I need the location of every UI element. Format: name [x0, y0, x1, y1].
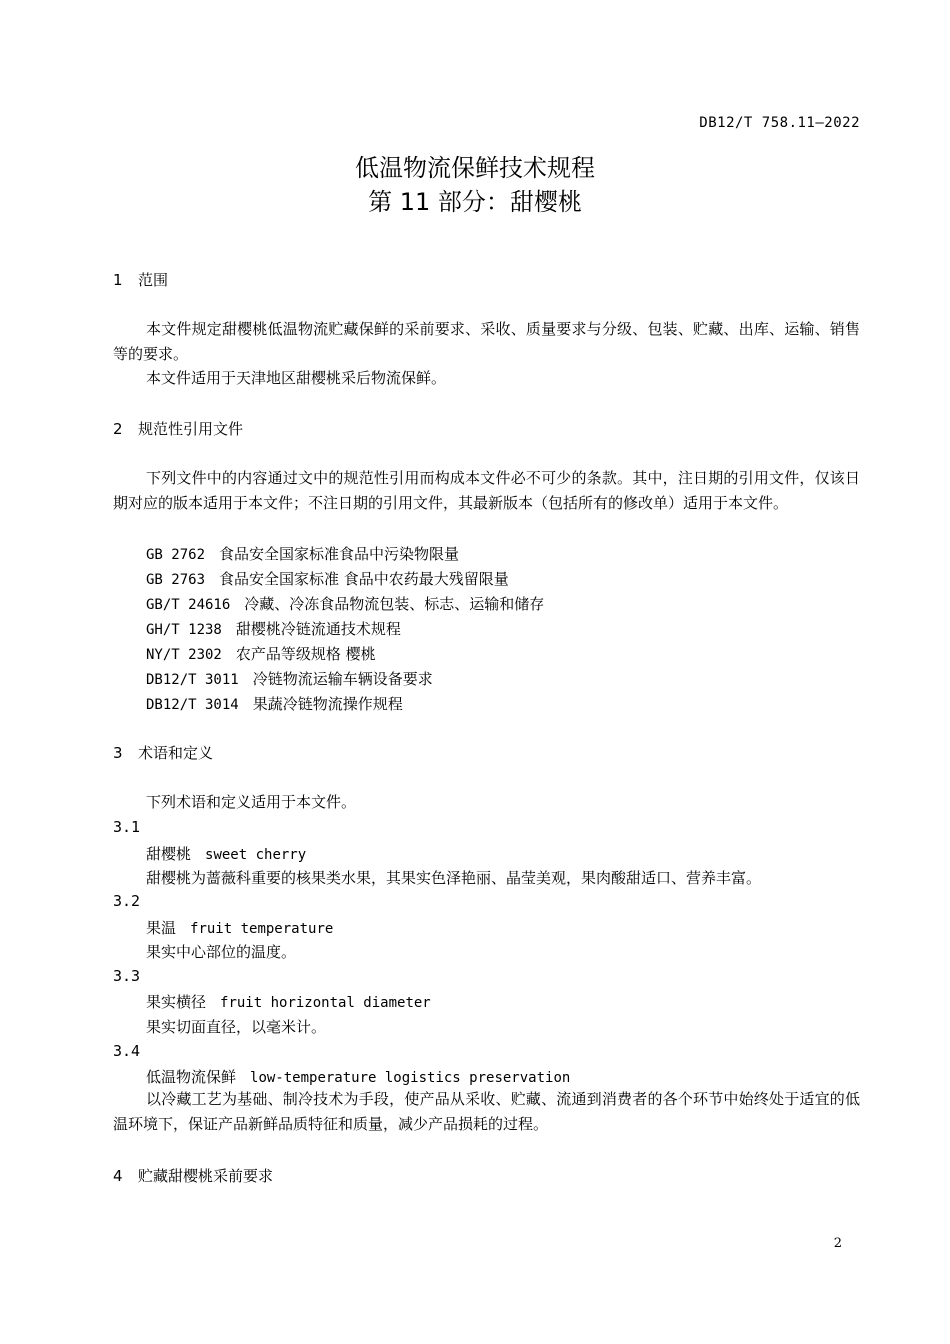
reference-title: 甜樱桃冷链流通技术规程	[235, 620, 401, 638]
section-number: 1	[113, 271, 123, 289]
reference-code: GH/T 1238	[146, 622, 222, 638]
document-subtitle: 第 11 部分：甜樱桃	[368, 188, 582, 216]
section-number: 3	[113, 744, 123, 762]
section-title: 规范性引用文件	[138, 420, 244, 438]
reference-title: 食品安全国家标准食品中污染物限量	[219, 545, 460, 563]
term-definition: 以冷藏工艺为基础、制冷技术为手段，使产品从采收、贮藏、流通到消费者的各个环节中始终处于适宜的低温环境下，保证产品新鲜品质特征和质量，减少产品损耗的过程。	[113, 1090, 860, 1133]
paragraph: 本文件适用于天津地区甜樱桃采后物流保鲜。	[146, 369, 447, 387]
section-heading-scope	[113, 269, 168, 290]
section-number: 2	[113, 420, 123, 438]
reference-code: NY/T 2302	[146, 647, 222, 663]
paragraph: 下列文件中的内容通过文中的规范性引用而构成本文件必不可少的条款。其中，注日期的引用文件，仅该日期对应的版本适用于本文件；不注日期的引用文件，其最新版本（包括所有的修改单）适用于本文件。	[113, 469, 860, 512]
reference-item	[146, 693, 403, 714]
reference-item	[146, 668, 433, 689]
document-title: 低温物流保鲜技术规程	[355, 154, 595, 182]
section-title: 术语和定义	[138, 744, 214, 762]
reference-title: 食品安全国家标准 食品中农药最大残留限量	[219, 570, 509, 588]
term-en: sweet cherry	[205, 847, 307, 863]
reference-item	[146, 618, 401, 639]
term-en: fruit horizontal diameter	[220, 995, 431, 1011]
reference-code: DB12/T 3011	[146, 672, 239, 688]
term-en: fruit temperature	[190, 921, 334, 937]
term-number: 3.4	[113, 1042, 141, 1060]
section-heading-preharvest	[113, 1165, 273, 1186]
term-number: 3.3	[113, 967, 141, 985]
reference-item	[146, 593, 544, 614]
term-heading	[146, 843, 306, 864]
reference-code: GB/T 24616	[146, 597, 231, 613]
reference-code: GB 2762	[146, 547, 206, 563]
reference-title: 农产品等级规格 樱桃	[235, 645, 376, 663]
term-zh: 果温	[146, 919, 177, 937]
section-heading-normative-references	[113, 418, 243, 439]
term-heading	[146, 1066, 570, 1087]
paragraph: 本文件规定甜樱桃低温物流贮藏保鲜的采前要求、采收、质量要求与分级、包装、贮藏、出库、运输、销售等的要求。	[113, 320, 860, 363]
term-zh: 甜樱桃	[146, 845, 192, 863]
term-en: low-temperature logistics preservation	[250, 1070, 571, 1086]
term-definition: 果实中心部位的温度。	[146, 943, 297, 961]
section-title: 贮藏甜樱桃采前要求	[138, 1167, 274, 1185]
term-zh: 低温物流保鲜	[146, 1068, 237, 1086]
term-number: 3.2	[113, 892, 141, 910]
term-number: 3.1	[113, 818, 141, 836]
term-heading	[146, 991, 431, 1012]
section-title: 范围	[138, 271, 169, 289]
terms-intro: 下列术语和定义适用于本文件。	[146, 793, 357, 811]
reference-item	[146, 643, 376, 664]
reference-title: 冷链物流运输车辆设备要求	[252, 670, 433, 688]
term-zh: 果实横径	[146, 993, 207, 1011]
reference-title: 冷藏、冷冻食品物流包装、标志、运输和储存	[244, 595, 545, 613]
term-definition: 果实切面直径，以毫米计。	[146, 1018, 327, 1036]
reference-code: DB12/T 3014	[146, 697, 239, 713]
reference-title: 果蔬冷链物流操作规程	[252, 695, 403, 713]
page-number: 2	[833, 1236, 842, 1251]
reference-code: GB 2763	[146, 572, 206, 588]
section-heading-terms	[113, 742, 213, 763]
term-definition: 甜樱桃为蔷薇科重要的核果类水果，其果实色泽艳丽、晶莹美观，果肉酸甜适口、营养丰富。	[146, 869, 762, 887]
reference-item	[146, 568, 509, 589]
term-heading	[146, 917, 333, 938]
standard-code: DB12/T 758.11—2022	[699, 115, 860, 131]
reference-item	[146, 543, 459, 564]
section-number: 4	[113, 1167, 123, 1185]
